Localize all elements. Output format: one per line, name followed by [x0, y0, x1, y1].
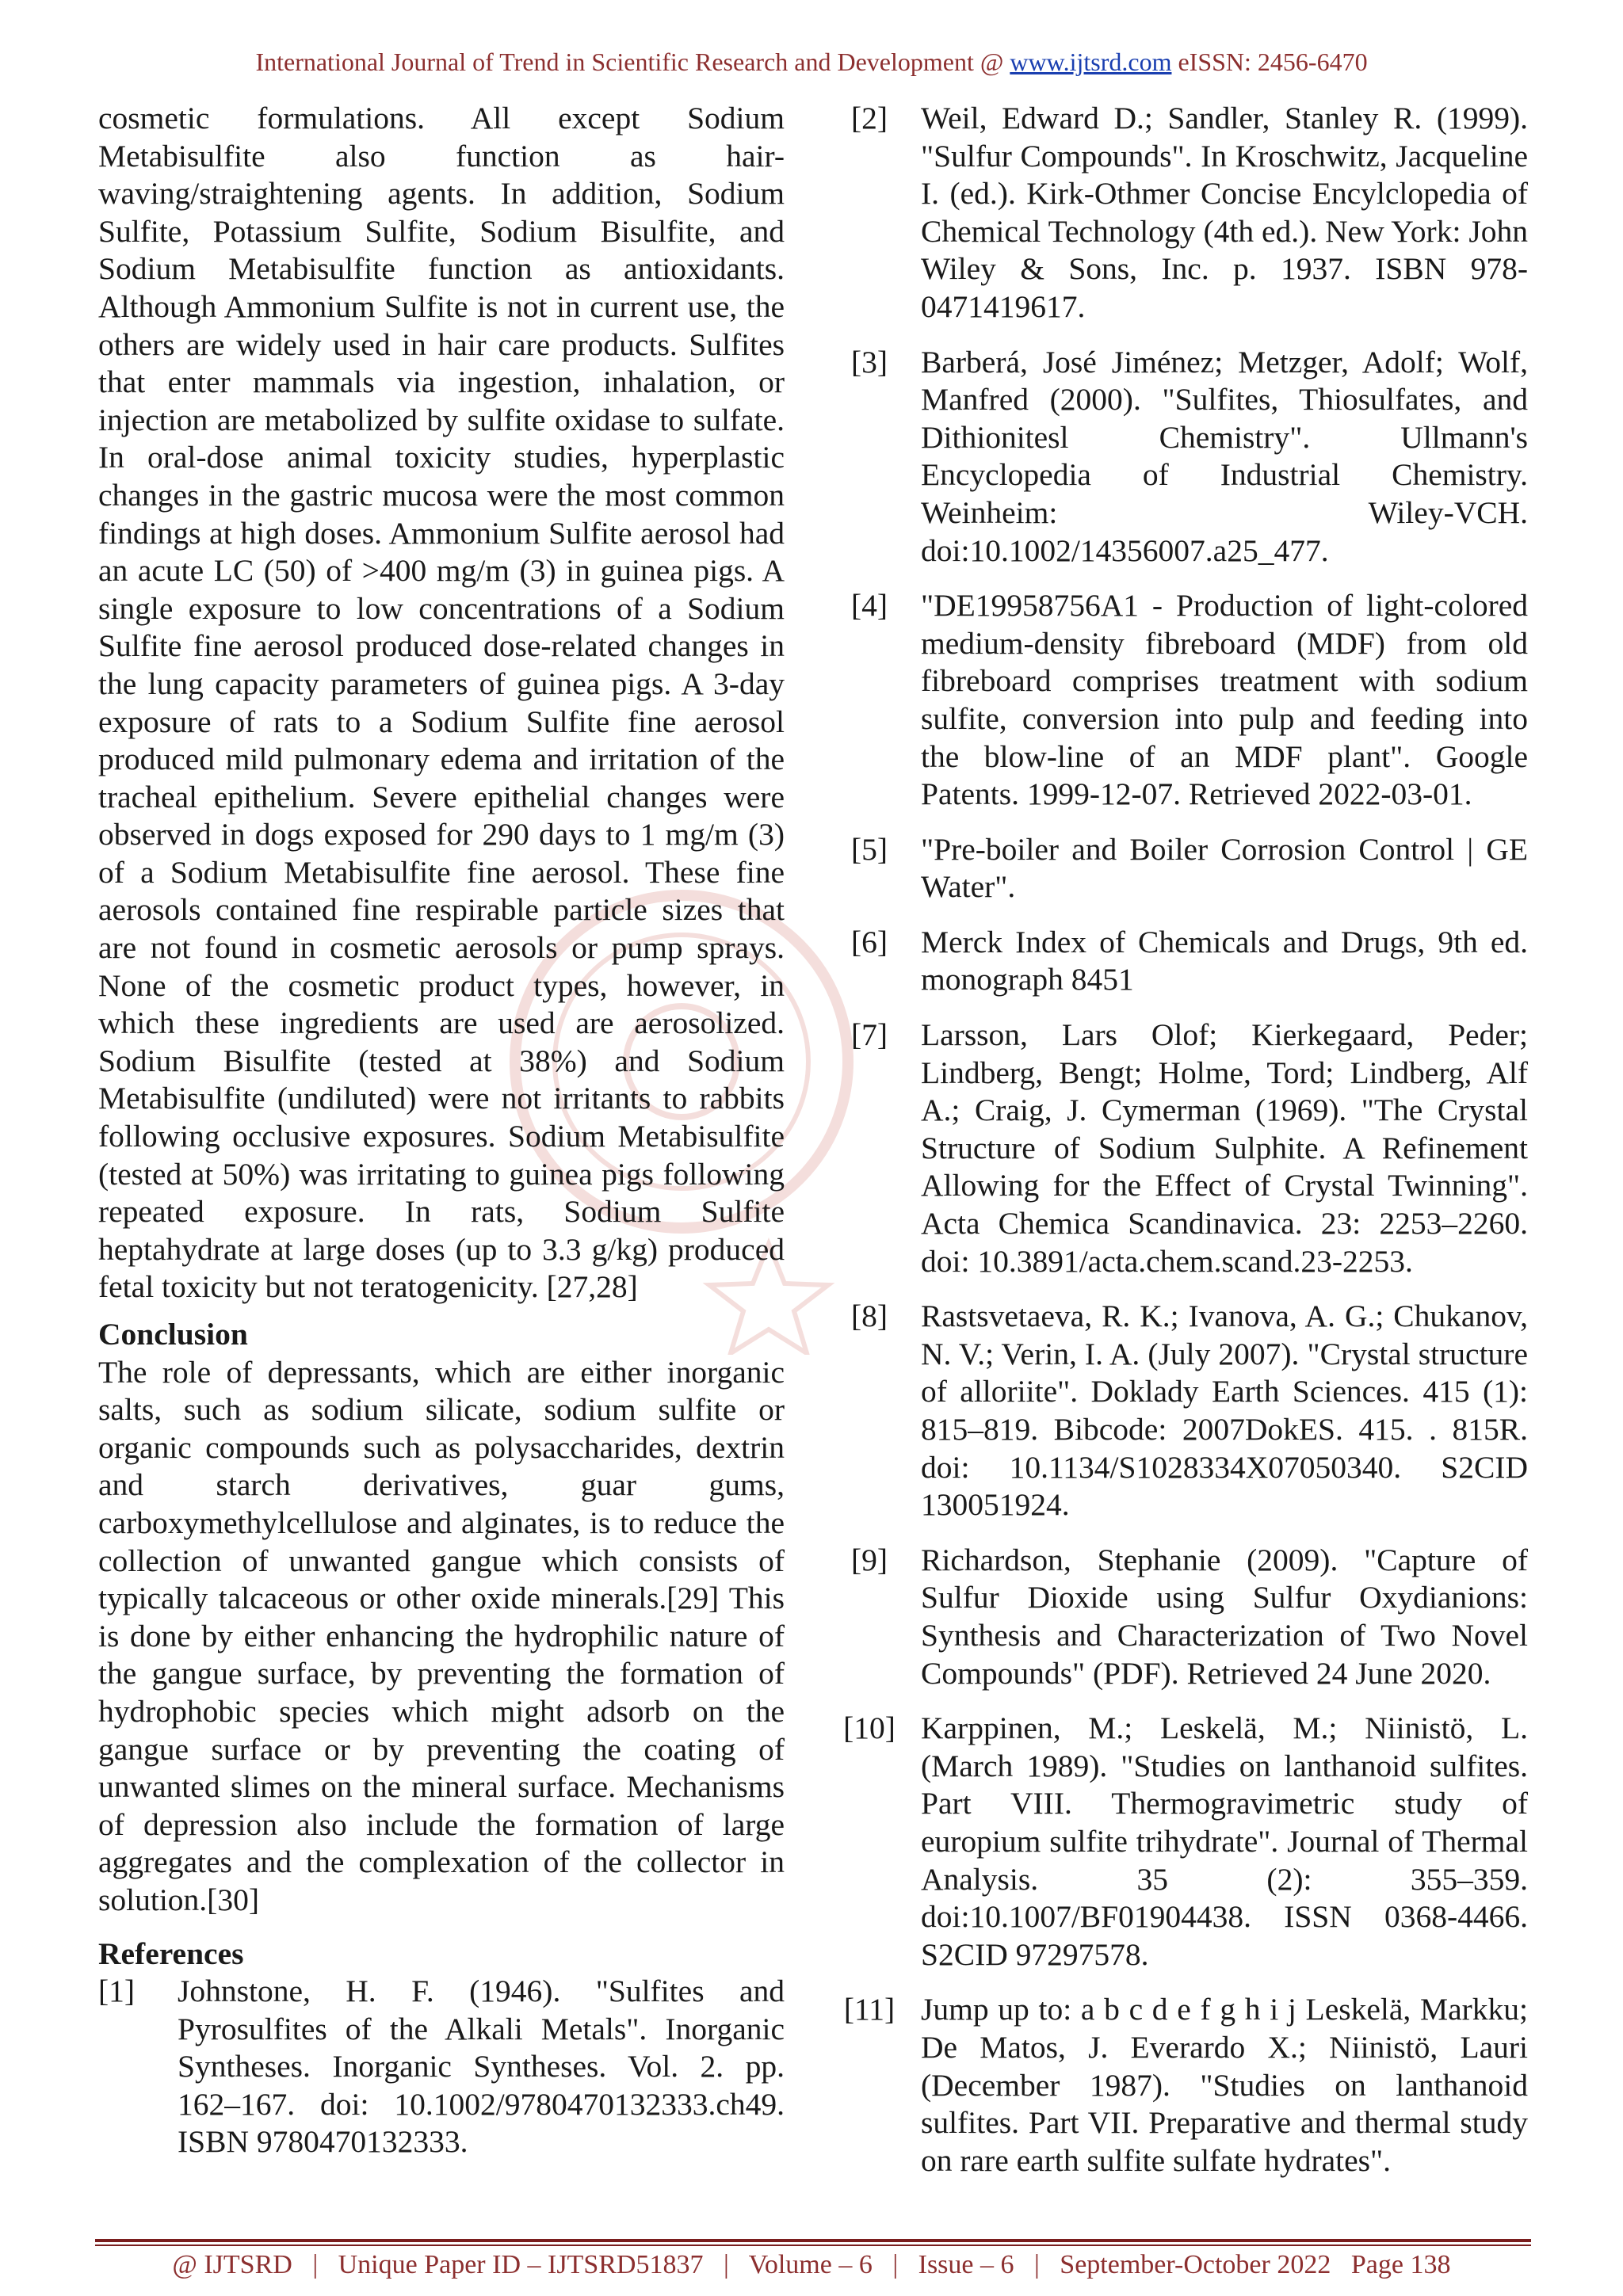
reference-number: [3] — [850, 344, 888, 379]
journal-name: International Journal of Trend in Scientific Research and Development @ — [255, 48, 1010, 76]
reference-number: [8] — [850, 1299, 888, 1334]
reference-number: [10] — [843, 1711, 896, 1746]
conclusion-paragraph: The role of depressants, which are either inorganic salts, such as sodium silicate, sodium sulfite or organic compounds such as polysaccharides, dextrin and starch derivatives, guar gums, carboxymethylcellulose and alginates, is to reduce the collection of unwanted gangue which consists of typically talcaceous or other oxide minerals.[29] This is done by either enhancing the hydrophilic nature of the gangue surface, by preventing the formation of hydrophobic species which might adsorb on the gangue surface or by preventing the coating of unwanted slimes on the mineral surface. Mechanisms of depression also include the formation of large aggregates and the complexation of the collector in solution.[30] — [98, 1354, 785, 1917]
left-column — [98, 100, 785, 2179]
reference-number: [6] — [850, 924, 888, 959]
footer-rule-thin — [95, 2245, 1531, 2246]
right-column — [842, 100, 1528, 2197]
reference-item — [842, 1016, 1528, 1280]
reference-text: Barberá, José Jiménez; Metzger, Adolf; Wolf, Manfred (2000). "Sulfites, Thiosulfates, and Dithionitesl Chemistry". Ullmann's Encyclopedia of Industrial Chemistry. Weinheim: Wiley-VCH. doi:10.1002/14356007.a25_477. — [921, 344, 1528, 568]
reference-text: Weil, Edward D.; Sandler, Stanley R. (1999). "Sulfur Compounds". In Kroschwitz, Jacqueline I. (ed.). Kirk-Othmer Concise Encylclopedia of Chemical Technology (4th ed.). New York: John Wiley & Sons, Inc. p. 1937. ISBN 978-0471419617. — [921, 101, 1528, 324]
reference-item — [842, 587, 1528, 814]
reference-item — [842, 1991, 1528, 2180]
reference-text: Rastsvetaeva, R. K.; Ivanova, A. G.; Chukanov, N. V.; Verin, I. A. (July 2007). "Crystal structure of alloriite". Doklady Earth Sciences. 415 (1): 815–819. Bibcode: 2007DokES. 415. . 815R. doi: 10.1134/S1028334X07050340. S2CID 130051924. — [921, 1299, 1528, 1523]
reference-text: Larsson, Lars Olof; Kierkegaard, Peder; Lindberg, Bengt; Holme, Tord; Lindberg, Alf A.; Craig, J. Cymerman (1969). "The Crystal Structure of Sodium Sulphite. A Refinement Allowing for the Effect of Crystal Twinning". Acta Chemica Scandinavica. 23: 2253–2260. doi: 10.3891/acta.chem.scand.23-2253. — [921, 1017, 1528, 1279]
references-heading: References — [98, 1936, 244, 1971]
reference-number: [4] — [850, 588, 888, 624]
reference-item — [842, 1298, 1528, 1524]
reference-number: [1] — [98, 1974, 136, 2009]
reference-text: Johnstone, H. F. (1946). "Sulfites and Pyrosulfites of the Alkali Metals". Inorganic Syntheses. Inorganic Syntheses. Vol. 2. pp. 162–167. doi: 10.1002/9780470132333.ch49. ISBN 9780470132333. — [178, 1974, 785, 2160]
reference-item — [842, 831, 1528, 906]
conclusion-heading: Conclusion — [98, 1317, 248, 1352]
reference-number: [5] — [850, 831, 888, 867]
reference-number: [7] — [850, 1017, 888, 1053]
reference-text: Karppinen, M.; Leskelä, M.; Niinistö, L. (March 1989). "Studies on lanthanoid sulfites. Part VIII. Thermogravimetric study of europium sulfite trihydrate". Journal of Thermal Analysis. 35 (2): 355–359. doi:10.1007/BF01904438. ISSN 0368-4466. S2CID 97297578. — [921, 1711, 1528, 1972]
reference-item — [842, 100, 1528, 326]
reference-text: Jump up to: a b c d e f g h i j Leskelä, Markku; De Matos, J. Everardo X.; Niinistö, Lauri (December 1987). "Studies on lanthanoid sulfites. Part VII. Preparative and thermal study on rare earth sulfite sulfate hydrates". — [921, 1992, 1528, 2178]
reference-text: "DE19958756A1 - Production of light-colored medium-density fibreboard (MDF) from old fibreboard comprises treatment with sodium sulfite, conversion into pulp and feeding into the blow-line of an MDF plant". Google Patents. 1999-12-07. Retrieved 2022-03-01. — [921, 588, 1528, 812]
reference-item — [842, 924, 1528, 999]
running-footer: @ IJTSRD | Unique Paper ID – IJTSRD51837 | Volume – 6 | Issue – 6 | September-October 2022 Page 138 — [172, 2250, 1451, 2279]
footer-rule — [95, 2239, 1531, 2242]
reference-number: [9] — [850, 1542, 888, 1577]
reference-text: Merck Index of Chemicals and Drugs, 9th ed. monograph 8451 — [921, 924, 1528, 997]
reference-text: Richardson, Stephanie (2009). "Capture of Sulfur Dioxide using Sulfur Oxydianions: Synthesis and Characterization of Two Novel Compounds" (PDF). Retrieved 24 June 2020. — [921, 1542, 1528, 1691]
reference-item — [842, 1710, 1528, 1974]
eissn: eISSN: 2456-6470 — [1171, 48, 1368, 76]
reference-item — [842, 344, 1528, 570]
reference-item — [98, 1973, 785, 2161]
body-paragraph: cosmetic formulations. All except Sodium Metabisulfite also function as hair-waving/straightening agents. In addition, Sodium Sulfite, Potassium Sulfite, Sodium Bisulfite, and Sodium Metabisulfite function as antioxidants. Although Ammonium Sulfite is not in current use, the others are widely used in hair care products. Sulfites that enter mammals via ingestion, inhalation, or injection are metabolized by sulfite oxidase to sulfate. In oral-dose animal toxicity studies, hyperplastic changes in the gastric mucosa were the most common findings at high doses. Ammonium Sulfite aerosol had an acute LC (50) of >400 mg/m (3) in guinea pigs. A single exposure to low concentrations of a Sodium Sulfite fine aerosol produced dose-related changes in the lung capacity parameters of guinea pigs. A 3-day exposure of rats to a Sodium Sulfite fine aerosol produced mild pulmonary edema and irritation of the tracheal epithelium. Severe epithelial changes were observed in dogs exposed for 290 days to 1 mg/m (3) of a Sodium Metabisulfite fine aerosol. These fine aerosols contained fine respirable particle sizes that are not found in cosmetic aerosols or pump sprays. None of the cosmetic product types, however, in which these ingredients are used are aerosolized. Sodium Bisulfite (tested at 38%) and Sodium Metabisulfite (undiluted) were not irritants to rabbits following occlusive exposures. Sodium Metabisulfite (tested at 50%) was irritating to guinea pigs following repeated exposure. In rats, Sodium Sulfite heptahydrate at large doses (up to 3.3 g/kg) produced fetal toxicity but not teratogenicity. [27,28] — [98, 101, 785, 1305]
reference-text: "Pre-boiler and Boiler Corrosion Control | GE Water". — [921, 831, 1528, 905]
reference-number: [2] — [850, 101, 888, 135]
running-header — [0, 49, 1623, 74]
reference-item — [842, 1542, 1528, 1692]
reference-number: [11] — [843, 1992, 896, 2027]
journal-website-link[interactable]: www.ijtsrd.com — [1010, 48, 1172, 76]
